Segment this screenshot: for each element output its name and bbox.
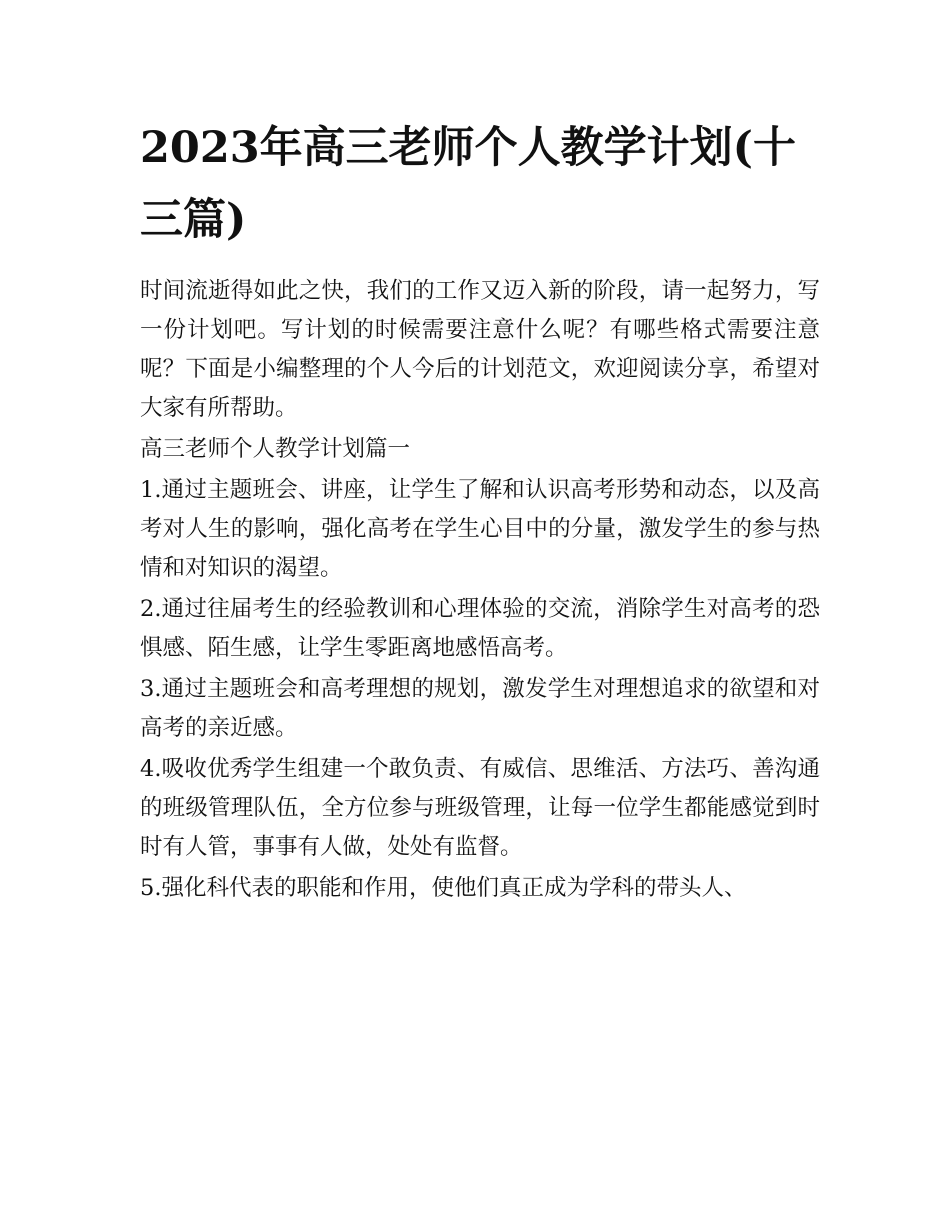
intro-paragraph: 时间流逝得如此之快，我们的工作又迈入新的阶段，请一起努力，写一份计划吧。写计划的时候需要注意什么呢？有哪些格式需要注意呢？下面是小编整理的个人今后的计划范文，欢迎阅读分享，希望对大家有所帮助。 bbox=[140, 278, 820, 421]
document-body bbox=[140, 112, 820, 910]
list-item-2: 2.通过往届考生的经验教训和心理体验的交流，消除学生对高考的恐惧感、陌生感，让学生零距离地感悟高考。 bbox=[140, 596, 820, 661]
list-item-1: 1.通过主题班会、讲座，让学生了解和认识高考形势和动态，以及高考对人生的影响，强化高考在学生心目中的分量，激发学生的参与热情和对知识的渴望。 bbox=[140, 477, 820, 581]
section-heading: 高三老师个人教学计划篇一 bbox=[140, 436, 411, 462]
list-item-3: 3.通过主题班会和高考理想的规划，激发学生对理想追求的欲望和对高考的亲近感。 bbox=[140, 676, 820, 741]
list-item-4: 4.吸收优秀学生组建一个敢负责、有威信、思维活、方法巧、善沟通的班级管理队伍，全方位参与班级管理，让每一位学生都能感觉到时时有人管，事事有人做，处处有监督。 bbox=[140, 756, 820, 860]
list-item-5: 5.强化科代表的职能和作用，使他们真正成为学科的带头人、 bbox=[140, 875, 747, 901]
document-title: 2023年高三老师个人教学计划(十三篇) bbox=[140, 123, 797, 245]
